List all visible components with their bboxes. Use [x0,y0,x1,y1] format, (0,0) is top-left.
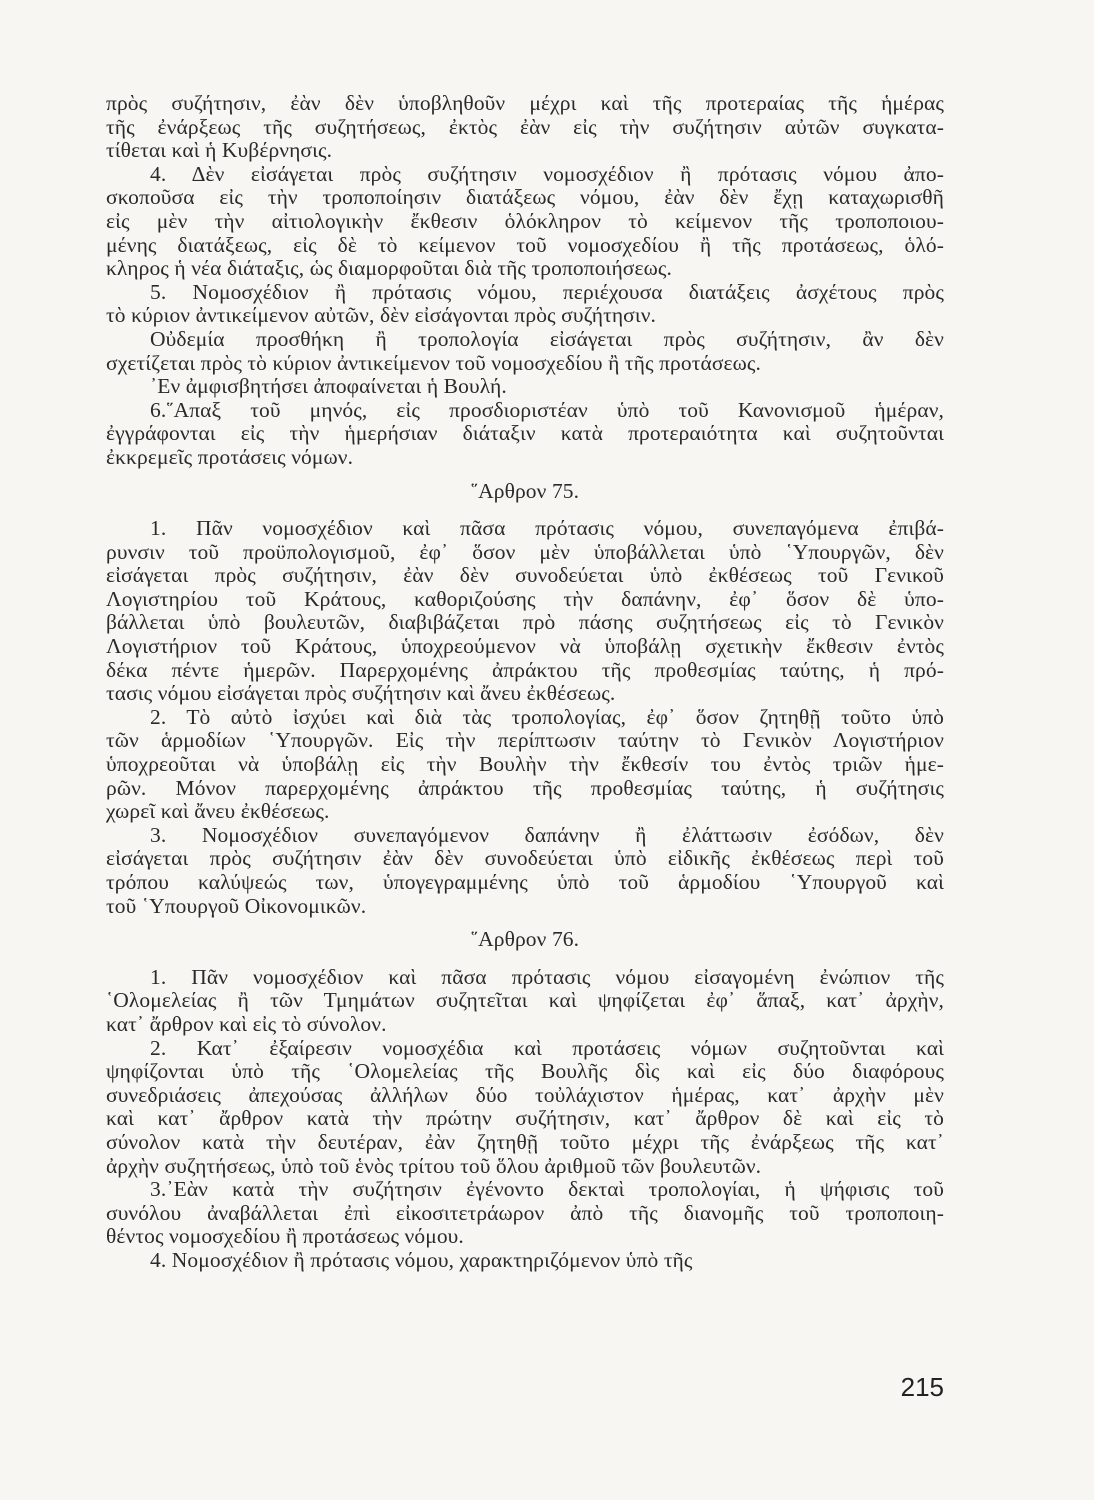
text-line: τὸ κύριον ἀντικείμενον αὐτῶν, δὲν εἰσάγονται πρὸς συζήτησιν. [106,303,657,328]
text-line: 4. Νομοσχέδιον ἢ πρότασις νόμου, χαρακτηριζόμενον ὑπὸ τῆς [150,1247,693,1272]
text-line: ἐγγράφονται εἰς τὴν ἡμερήσιαν διάταξιν κατὰ προτεραιότητα καὶ συζητοῦνται [106,421,944,446]
text-line: θέντος νομοσχεδίου ἢ προτάσεως νόμου. [106,1224,464,1249]
text-line: ῾Ολομελείας ἢ τῶν Τμημάτων συζητεῖται καὶ ψηφίζεται ἐφ᾿ ἅπαξ, κατ᾿ ἀρχὴν, [106,988,944,1013]
article-74-continuation [106,92,944,470]
text-line: χωρεῖ καὶ ἄνευ ἐκθέσεως. [106,799,330,824]
text-line: Λογιστήριον τοῦ Κράτους, ὑποχρεούμενον νὰ ὑποβάλῃ σχετικὴν ἔκθεσιν ἐντὸς [106,634,944,659]
article-76-body [106,966,944,1273]
text-line: σχετίζεται πρὸς τὸ κύριον ἀντικείμενον τοῦ νομοσχεδίου ἢ τῆς προτάσεως. [106,350,761,375]
text-line: ἐκκρεμεῖς προτάσεις νόμων. [106,444,354,469]
text-line: βάλλεται ὑπὸ βουλευτῶν, διαβιβάζεται πρὸ πάσης συζητήσεως εἰς τὸ Γενικὸν [106,610,944,635]
text-line: 1. Πᾶν νομοσχέδιον καὶ πᾶσα πρότασις νόμου εἰσαγομένη ἐνώπιον τῆς [150,964,944,989]
text-line: πρὸς συζήτησιν, ἐὰν δὲν ὑποβληθοῦν μέχρι καὶ τῆς προτεραίας τῆς ἡμέρας [106,91,944,115]
text-line: τρόπου καλύψεώς των, ὑπογεγραμμένης ὑπὸ τοῦ ἁρμοδίου ῾Υπουργοῦ καὶ [106,870,944,894]
text-line: 2. Κατ᾿ ἐξαίρεσιν νομοσχέδια καὶ προτάσεις νόμων συζητοῦνται καὶ [150,1035,944,1060]
page-number: 215 [900,1372,944,1402]
text-line: 5. Νομοσχέδιον ἢ πρότασις νόμου, περιέχουσα διατάξεις ἀσχέτους πρὸς [150,279,944,304]
text-line: ὑποχρεοῦται νὰ ὑποβάλῃ εἰς τὴν Βουλὴν τὴν ἔκθεσίν του ἐντὸς τριῶν ἡμε- [106,752,944,777]
text-line: 2. Τὸ αὐτὸ ἰσχύει καὶ διὰ τὰς τροπολογίας, ἐφ᾿ ὅσον ζητηθῇ τοῦτο ὑπὸ [150,704,944,729]
text-line: συνόλου ἀναβάλλεται ἐπὶ εἰκοσιτετράωρον ἀπὸ τῆς διανομῆς τοῦ τροποποιη- [106,1200,944,1225]
text-line: ρυνσιν τοῦ προϋπολογισμοῦ, ἐφ᾿ ὅσον μὲν ὑποβάλλεται ὑπὸ ῾Υπουργῶν, δὲν [106,539,944,564]
text-line: συνεδριάσεις ἀπεχούσας ἀλλήλων δύο τοὐλάχιστον ἡμέρας, κατ᾿ ἀρχὴν μὲν [106,1082,944,1107]
text-line: τῶν ἁρμοδίων ῾Υπουργῶν. Εἰς τὴν περίπτωσιν ταύτην τὸ Γενικὸν Λογιστήριον [106,728,944,753]
text-line: 3. Νομοσχέδιον συνεπαγόμενον δαπάνην ἢ ἐλάττωσιν ἐσόδων, δὲν [150,822,944,847]
text-line: σκοποῦσα εἰς τὴν τροποποίησιν διατάξεως νόμου, ἐὰν δὲν ἔχῃ καταχωρισθῆ [106,185,944,210]
text-line: 1. Πᾶν νομοσχέδιον καὶ πᾶσα πρότασις νόμου, συνεπαγόμενα ἐπιβά- [150,516,944,541]
text-line: ᾿Εν ἀμφισβητήσει ἀποφαίνεται ἡ Βουλή. [150,374,507,399]
article-75-heading: ῞Αρθρον 75. [470,478,580,503]
text-line: 3.᾿Εὰν κατὰ τὴν συζήτησιν ἐγένοντο δεκταὶ τροπολογίαι, ἡ ψήφισις τοῦ [150,1177,944,1202]
text-line: ἀρχὴν συζητήσεως, ὑπὸ τοῦ ἑνὸς τρίτου τοῦ ὅλου ἀριθμοῦ τῶν βουλευτῶν. [106,1153,762,1178]
text-line: τίθεται καὶ ἡ Κυβέρνησις. [106,138,333,163]
text-line: 6.῞Απαξ τοῦ μηνός, εἰς προσδιοριστέαν ὑπὸ τοῦ Κανονισμοῦ ἡμέραν, [150,397,944,422]
text-line: εἰς μὲν τὴν αἰτιολογικὴν ἔκθεσιν ὁλόκληρον τὸ κείμενον τῆς τροποποιου- [106,208,944,233]
page-body [106,92,944,1273]
article-76-heading: ῞Αρθρον 76. [470,927,580,952]
text-line: τῆς ἐνάρξεως τῆς συζητήσεως, ἐκτὸς ἐὰν εἰς τὴν συζήτησιν αὐτῶν συγκατα- [106,114,944,139]
text-line: τασις νόμου εἰσάγεται πρὸς συζήτησιν καὶ ἄνευ ἐκθέσεως. [106,681,616,706]
article-75-body [106,517,944,918]
text-line: 4. Δὲν εἰσάγεται πρὸς συζήτησιν νομοσχέδιον ἢ πρότασις νόμου ἀπο- [150,161,944,186]
text-line: κληρος ἡ νέα διάταξις, ὡς διαμορφοῦται διὰ τῆς τροποποιήσεως. [106,256,672,281]
text-line: Λογιστηρίου τοῦ Κράτους, καθοριζούσης τὴν δαπάνην, ἐφ᾿ ὅσον δὲ ὑπο- [106,586,944,611]
text-line: κατ᾿ ἄρθρον καὶ εἰς τὸ σύνολον. [106,1011,387,1036]
text-line: σύνολον κατὰ τὴν δευτέραν, ἐὰν ζητηθῇ τοῦτο μέχρι τῆς ἐνάρξεως τῆς κατ᾿ [106,1129,944,1154]
text-line: ρῶν. Μόνον παρερχομένης ἀπράκτου τῆς προθεσμίας ταύτης, ἡ συζήτησις [106,775,944,800]
text-line: Οὐδεμία προσθήκη ἢ τροπολογία εἰσάγεται πρὸς συζήτησιν, ἂν δὲν [150,326,944,351]
text-line: εἰσάγεται πρὸς συζήτησιν ἐὰν δὲν συνοδεύεται ὑπὸ εἰδικῆς ἐκθέσεως περὶ τοῦ [106,846,944,871]
text-line: τοῦ ῾Υπουργοῦ Οἰκονομικῶν. [106,893,367,918]
text-line: ψηφίζονται ὑπὸ τῆς ῾Ολομελείας τῆς Βουλῆς δὶς καὶ εἰς δύο διαφόρους [106,1059,944,1084]
text-line: εἰσάγεται πρὸς συζήτησιν, ἐὰν δὲν συνοδεύεται ὑπὸ ἐκθέσεως τοῦ Γενικοῦ [106,563,944,588]
text-line: καὶ κατ᾿ ἄρθρον κατὰ τὴν πρώτην συζήτησιν, κατ᾿ ἄρθρον δὲ καὶ εἰς τὸ [106,1106,944,1131]
text-line: δέκα πέντε ἡμερῶν. Παρερχομένης ἀπράκτου τῆς προθεσμίας ταύτης, ἡ πρό- [106,657,944,682]
text-line: μένης διατάξεως, εἰς δὲ τὸ κείμενον τοῦ νομοσχεδίου ἢ τῆς προτάσεως, ὁλό- [106,232,944,257]
